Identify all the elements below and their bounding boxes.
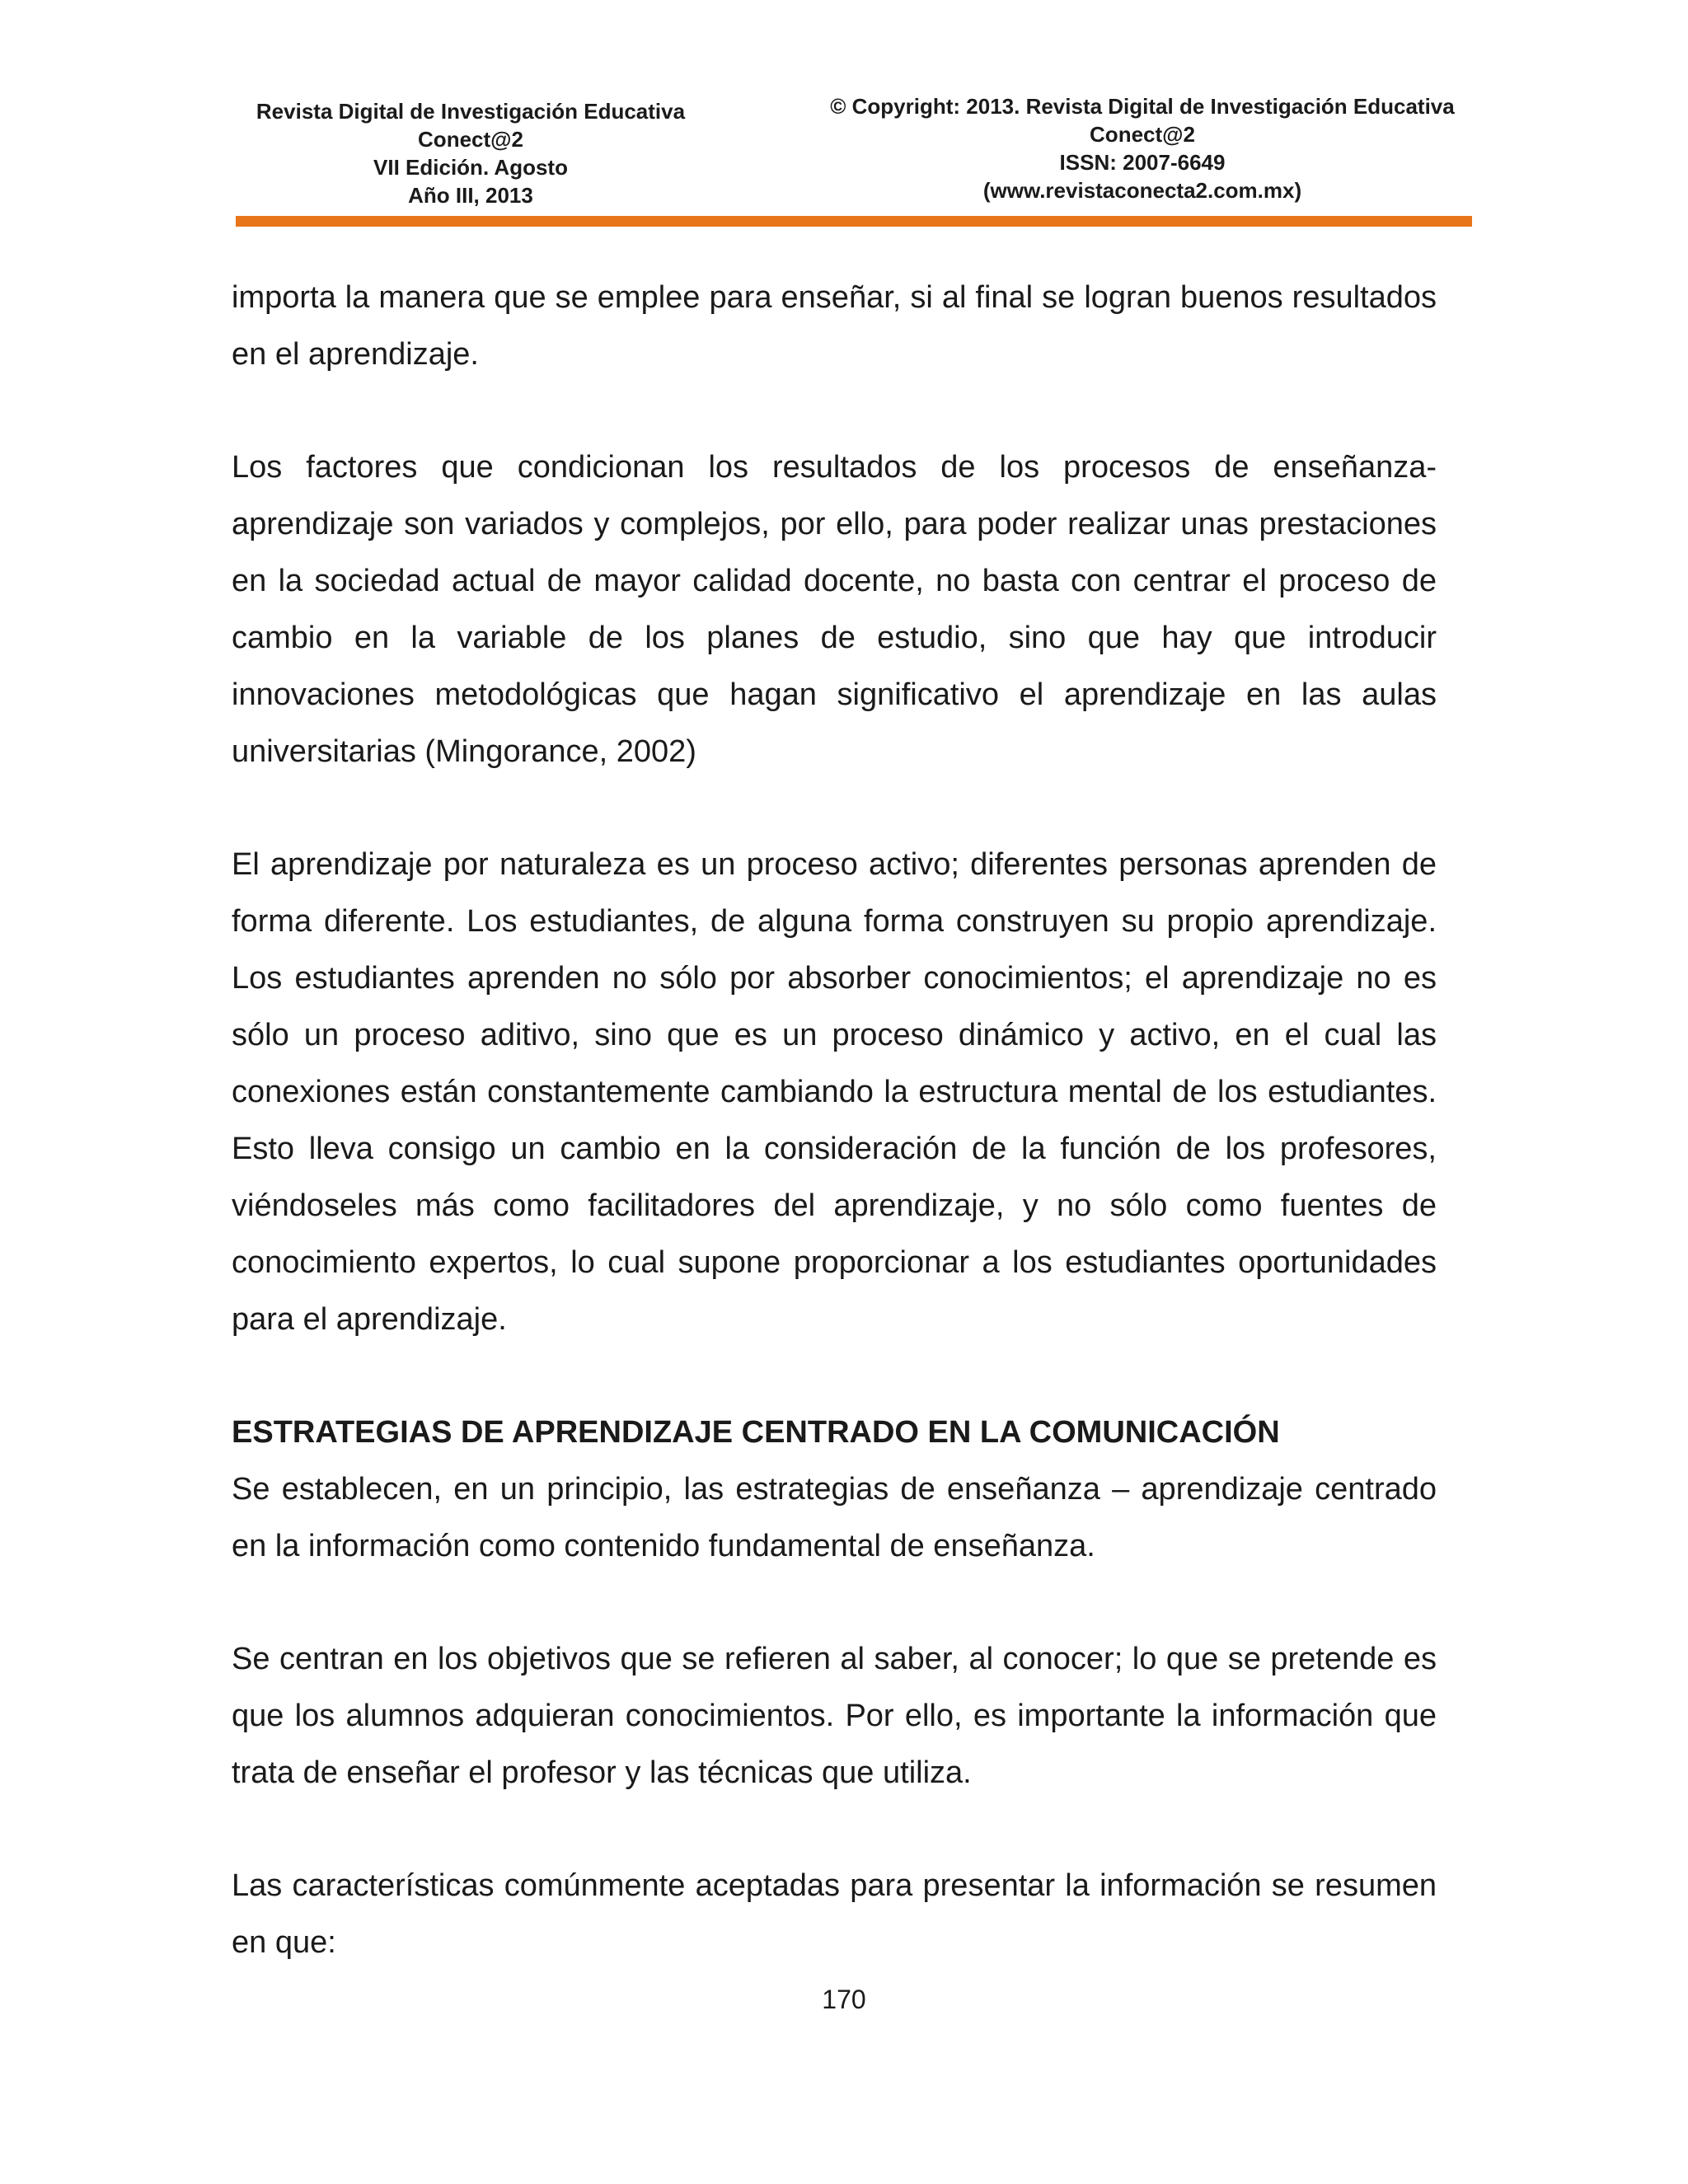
issn: ISSN: 2007-6649 (1059, 150, 1226, 175)
paragraph: importa la manera que se emplee para enseñar, si al final se logran buenos resultados en el aprendizaje. (232, 280, 1437, 372)
copyright-info (813, 92, 1472, 204)
copyright-line: © Copyright: 2013. Revista Digital de Investigación Educativa (830, 94, 1455, 119)
article-body (232, 269, 1437, 2027)
paragraph: El aprendizaje por naturaleza es un proceso activo; diferentes personas aprenden de forma diferente. Los estudiantes, de alguna forma construyen su propio aprendizaje. Los estudiantes aprenden no sólo por absorber conocimientos; el aprendizaje no es sólo un proceso aditivo, sino que es un proceso dinámico y activo, en el cual las conexiones están constantemente cambiando la estructura mental de los estudiantes. Esto lleva consigo un cambio en la consideración de la función de los profesores, viéndoseles más como facilitadores del aprendizaje, y no sólo como fuentes de conocimiento expertos, lo cual supone proporcionar a los estudiantes oportunidades para el aprendizaje. (232, 847, 1437, 1337)
page-number: 170 (822, 1985, 866, 2014)
website: (www.revistaconecta2.com.mx) (982, 178, 1302, 203)
header-divider (236, 216, 1472, 227)
paragraph: Se establecen, en un principio, las estrategias de enseñanza – aprendizaje centrado en la información como contenido fundamental de enseñanza. (232, 1472, 1437, 1563)
journal-year: Año III, 2013 (408, 183, 533, 208)
journal-name: Conect@2 (418, 127, 523, 152)
section-heading: ESTRATEGIAS DE APRENDIZAJE CENTRADO EN LA COMUNICACIÓN (232, 1415, 1280, 1450)
copyright-journal-name: Conect@2 (1090, 122, 1195, 147)
journal-edition: VII Edición. Agosto (373, 155, 568, 180)
journal-title: Revista Digital de Investigación Educativa (256, 99, 686, 124)
page-header (236, 92, 1472, 224)
journal-info (236, 97, 706, 209)
paragraph: Las características comúnmente aceptadas para presentar la información se resumen en que: (232, 1868, 1437, 1960)
paragraph: Los factores que condicionan los resultados de los procesos de enseñanza-aprendizaje son variados y complejos, por ello, para poder realizar unas prestaciones en la sociedad actual de mayor calidad docente, no basta con centrar el proceso de cambio en la variable de los planes de estudio, sino que hay que introducir innovaciones metodológicas que hagan significativo el aprendizaje en las aulas universitarias (Mingorance, 2002) (232, 450, 1437, 769)
paragraph: Se centran en los objetivos que se refieren al saber, al conocer; lo que se pretende es que los alumnos adquieran conocimientos. Por ello, es importante la información que trata de enseñar el profesor y las técnicas que utiliza. (232, 1642, 1437, 1790)
